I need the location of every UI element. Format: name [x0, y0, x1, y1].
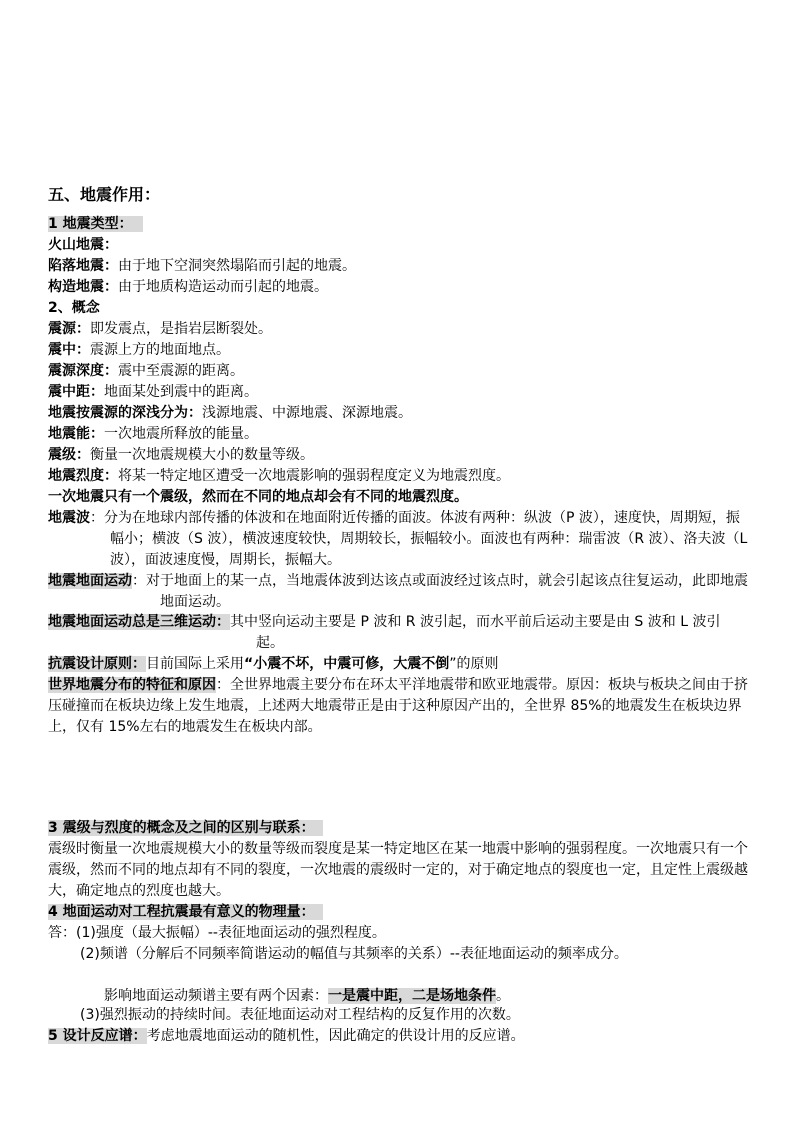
concept-item: [48, 361, 244, 382]
tectonic-earthquake: [48, 277, 328, 298]
term-label: 地震能：: [48, 426, 104, 442]
principle-post: ”的原则: [449, 656, 499, 672]
term-text: 震源上方的地面地点。: [90, 342, 230, 358]
three-dimensional-motion: [48, 612, 748, 654]
design-response-spectrum: [48, 1026, 525, 1047]
section-title: 五、地震作用：: [48, 185, 161, 204]
principle-bold: “小震不坏，中震可修，大震不倒: [244, 656, 450, 672]
term-text: ：对于地面上的某一点，当地震体波到达该点或面波经过该点时，就会引起该点往复运动，此即地震地面运动。: [132, 573, 748, 610]
term-text: 由于地质构造运动而引起的地震。: [118, 279, 328, 295]
answer-line-2: (2)频谱（分解后不同频率简谐运动的幅值与其频率的关系）--表征地面运动的频率成分。: [80, 946, 628, 962]
term-label: 地震波: [48, 510, 90, 526]
bold-statement: 一次地震只有一个震级，然而在不同的地点却会有不同的地震烈度。: [48, 489, 468, 505]
term-label: 震中：: [48, 342, 90, 358]
term-text: 考虑地震地面运动的随机性，因此确定的供设计用的反应谱。: [146, 1028, 525, 1044]
heading-magnitude-intensity: [48, 818, 323, 839]
term-label: 震中距：: [48, 384, 104, 400]
ground-motion: [48, 571, 748, 613]
line-post: 。: [496, 988, 510, 1004]
concept-item: [48, 403, 412, 424]
heading-concepts: 2、概念: [48, 300, 100, 316]
line-pre: 影响地面运动频谱主要有两个因素：: [104, 988, 328, 1004]
term-text: ：分为在地球内部传播的体波和在地面附近传播的面波。体波有两种：纵波（P 波），速度快，周期短，振幅小；横波（S 波），横波速度较快，周期较长，振幅较小。面波也有两种：瑞雷波（R 波）、洛夫波（L 波），面波速度慢，周期长，振幅大。: [90, 510, 748, 568]
collapse-earthquake: [48, 256, 356, 277]
world-distribution: [48, 675, 748, 738]
answer-line-3: [104, 986, 510, 1007]
term-label: 陷落地震：: [48, 258, 118, 274]
term-label: 震源：: [48, 321, 90, 337]
heading-text: 3 震级与烈度的概念及之间的区别与联系：: [48, 820, 323, 836]
term-text: 地面某处到震中的距离。: [104, 384, 258, 400]
concept-item: [48, 382, 258, 403]
heading-physical-quantities: [48, 902, 323, 923]
answer-line-1: 答：(1)强度（最大振幅）--表征地面运动的强烈程度。: [48, 925, 386, 941]
term-label: 抗震设计原则：: [48, 656, 146, 672]
term-label: 震源深度：: [48, 363, 118, 379]
concept-item: [48, 466, 510, 487]
concept-item: [48, 319, 272, 340]
term-text: 震中至震源的距离。: [118, 363, 244, 379]
heading-earthquake-types: [48, 214, 143, 235]
term-text: 浅源地震、中源地震、深源地震。: [202, 405, 412, 421]
term-label: 地震按震源的深浅分为：: [48, 405, 202, 421]
term-label: 构造地震：: [48, 279, 118, 295]
magnitude-intensity-text: 震级时衡量一次地震规模大小的数量等级而裂度是某一特定地区在某一地震中影响的强弱程度。一次地震只有一个震级，然而不同的地点却有不同的裂度，一次地震的震级时一定的，对于确定地点的裂度也一定，且定性上震级越大，确定地点的烈度也越大。: [48, 841, 748, 899]
answer-line-4: (3)强烈振动的持续时间。表征地面运动对工程结构的反复作用的次数。: [80, 1007, 520, 1023]
concept-item: [48, 424, 258, 445]
term-text: 衡量一次地震规模大小的数量等级。: [90, 447, 314, 463]
heading-text: 4 地面运动对工程抗震最有意义的物理量：: [48, 904, 323, 920]
concept-item: [48, 340, 230, 361]
term-text: 由于地下空洞突然塌陷而引起的地震。: [118, 258, 356, 274]
design-principle: [48, 654, 498, 675]
term-text: ：全世界地震主要分布在环太平洋地震带和欧亚地震带。原因：板块与板块之间由于挤压碰撞而在板块边缘上发生地震，上述两大地震带正是由于这种原因产出的，全世界 85%的地震发生在板块边界上，仅有 15%左右的地震发生在板块内部。: [48, 677, 748, 735]
term-text: 将某一特定地区遭受一次地震影响的强弱程度定义为地震烈度。: [118, 468, 510, 484]
term-label: 地震地面运动: [48, 573, 132, 589]
term-label: 地震地面运动总是三维运动：: [48, 614, 230, 630]
volcanic-earthquake: 火山地震：: [48, 237, 118, 253]
concept-item: [48, 445, 314, 466]
term-text: 一次地震所释放的能量。: [104, 426, 258, 442]
principle-pre: 目前国际上采用: [146, 656, 244, 672]
line-bold: 一是震中距，二是场地条件: [328, 988, 496, 1004]
heading-text: 1 地震类型：: [48, 216, 143, 232]
seismic-waves: [48, 508, 748, 571]
term-label: 震级：: [48, 447, 90, 463]
term-label: 世界地震分布的特征和原因: [48, 677, 216, 693]
term-text: 即发震点，是指岩层断裂处。: [90, 321, 272, 337]
term-text: 其中竖向运动主要是 P 波和 R 波引起，而水平前后运动主要是由 S 波和 L 波引起。: [230, 614, 721, 651]
term-label: 5 设计反应谱：: [48, 1028, 147, 1044]
term-label: 地震烈度：: [48, 468, 118, 484]
